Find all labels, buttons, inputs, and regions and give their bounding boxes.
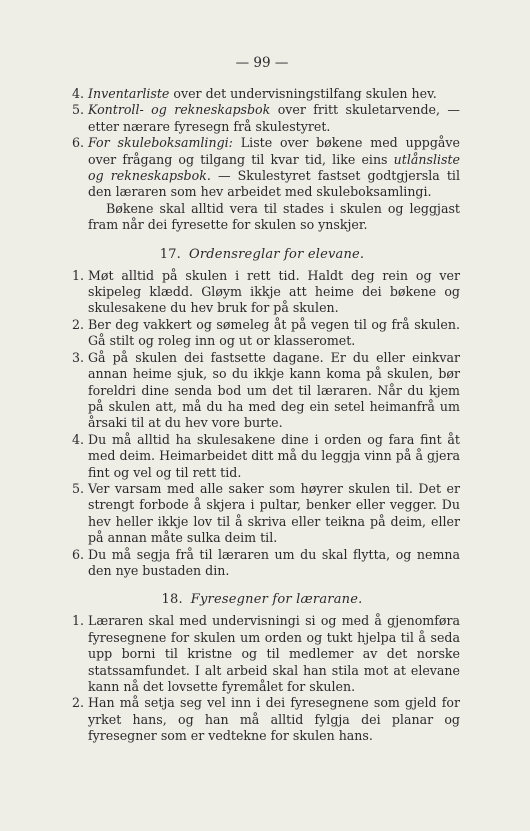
item-text: over det undervisningstilfang skulen hev. xyxy=(169,86,437,101)
item-number: 4 . xyxy=(64,86,84,102)
item-text: Læraren skal med undervisningi si og med å gjenomføra fyresegnene for skulen um orden og tukt hjelpa til å seda upp borni til kristne og til medlemer av det norske statssamfundet. I alt arbeid skal han stila mot at elevane kann nå det lovsette fyremålet for skulen. xyxy=(88,613,460,694)
item-text: Du må alltid ha skulesakene dine i orden og fara fint åt med deim. Heimarbeidet ditt må du leggja vinn på å gjera fint og vel og til rett tid. xyxy=(88,431,460,480)
page-number: — 99 — xyxy=(235,55,289,71)
list-item xyxy=(64,135,460,201)
list-item xyxy=(64,350,460,432)
item-number: 6 . xyxy=(64,547,84,563)
item-term: Inventarliste xyxy=(88,86,170,101)
section-number: 17. xyxy=(159,246,182,262)
list-item xyxy=(64,86,460,102)
section-title: Ordensreglar for elevane. xyxy=(189,246,365,262)
item-number: 1 . xyxy=(64,613,84,629)
list-item xyxy=(64,481,460,547)
section-number: 18. xyxy=(161,592,183,608)
list-item xyxy=(64,695,460,744)
item-number: 3 . xyxy=(64,350,84,366)
list-item xyxy=(64,613,460,695)
list-item xyxy=(64,102,460,135)
item-number: 2 . xyxy=(64,317,84,333)
item-number: 4 . xyxy=(64,432,84,448)
item-number: 1 . xyxy=(64,268,84,284)
list-item xyxy=(64,317,460,350)
list-item xyxy=(64,432,460,481)
list-item xyxy=(64,547,460,580)
list-item xyxy=(64,268,460,317)
item-text: Du må segja frå til læraren um du skal flytta, og nemna den nye bustaden din. xyxy=(88,546,460,578)
item-text: over fritt skuletarvende, — etter nærare fyresegn frå skulestyret. xyxy=(88,102,460,134)
item-number: 6 . xyxy=(64,135,84,151)
item-text: Ber deg vakkert og sømeleg åt på vegen til og frå skulen. Gå stilt og roleg inn og ut or klasseromet. xyxy=(88,316,460,349)
rules-list xyxy=(64,268,460,580)
section-heading xyxy=(64,591,460,609)
item-text: Møt alltid på skulen i rett tid. Haldt deg rein og ver skipeleg klædd. Gløym ikkje att heime dei bøkene og skulesakene du hev bruk for på skulen. xyxy=(88,267,460,316)
paragraph: Bøkene skal alltid vera til stades i skulen og leggjast fram når dei fyresette for skulen so ynskjer. xyxy=(88,200,460,233)
item-text: Liste over bøkene med uppgåve over frågang og tilgang til kvar tid, like eins xyxy=(88,135,460,167)
item-term: utlånsliste og rekneskapsbok. xyxy=(88,151,460,184)
continued-list xyxy=(64,86,460,234)
section-title: Fyresegner for lærarane. xyxy=(190,592,363,608)
item-number: 5 . xyxy=(64,481,84,497)
item-text: Gå på skulen dei fastsette dagane. Er du eller einkvar annan heime sjuk, so du ikkje kann koma på skulen, bør foreldri dine senda bod um det til læraren. Når du kjem på skulen att, må du ha med deg ein setel heimanfrå um årsaki til at du hev vore burte. xyxy=(88,349,460,431)
item-term: For skuleboksamlingi: xyxy=(88,135,233,151)
item-number: 5 . xyxy=(64,102,84,118)
item-number: 2 . xyxy=(64,695,84,711)
section-heading xyxy=(64,246,460,264)
item-text: Ver varsam med alle saker som høyrer skulen til. Det er strengt forbode å skjera i pultar, benker eller vegger. Du hev heller ikkje lov til å skriva eller teikna på deim, eller på annan måte sulka deim til. xyxy=(88,480,460,546)
item-text: — Skulestyret fastset godtgjersla til den læraren som hev arbeidet med skuleboksamlingi. xyxy=(88,168,460,200)
item-text: Han må setja seg vel inn i dei fyresegnene som gjeld for yrket hans, og han må alltid fylgja dei planar og fyresegner som er vedtekne for skulen hans. xyxy=(88,695,460,744)
item-term: Kontroll- og rekneskapsbok xyxy=(88,102,271,118)
teacher-rules-list xyxy=(64,613,460,744)
